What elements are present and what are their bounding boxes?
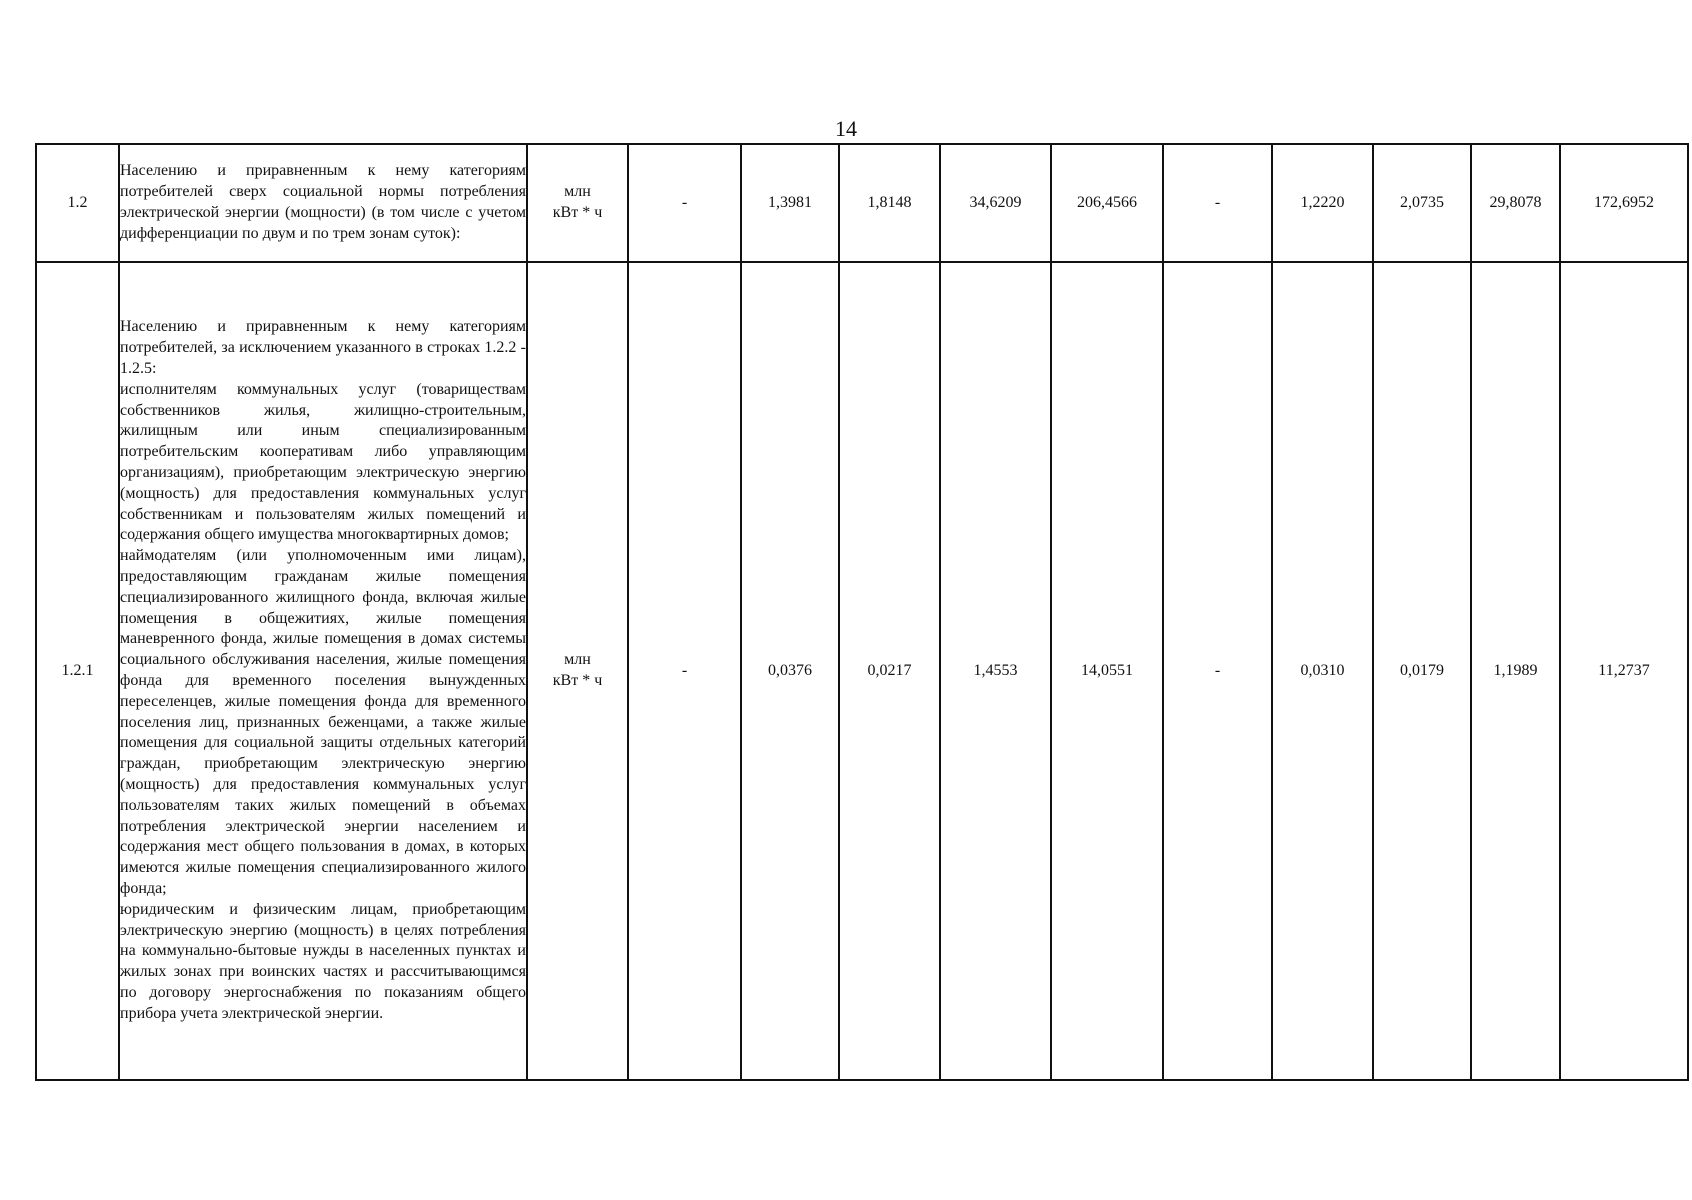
page-number: 14 — [835, 116, 857, 141]
value-cell: 172,6952 — [1560, 144, 1688, 262]
value-cell: 1,1989 — [1471, 262, 1560, 1080]
value-cell: 1,2220 — [1272, 144, 1373, 262]
value-cell: 0,0179 — [1373, 262, 1471, 1080]
value-cell: 1,4553 — [940, 262, 1051, 1080]
value-cell: 0,0376 — [741, 262, 839, 1080]
value-cell: - — [628, 262, 741, 1080]
description-paragraph: наймодателям (или уполномоченным ими лицам), предоставляющим гражданам жилые помещения специализированного жилищного фонда, включая жилые помещения в общежитиях, жилые помещения маневренного фонда, жилые помещения в домах системы социального обслуживания населения, жилые помещения фонда для временного поселения вынужденных переселенцев, жилые помещения фонда для временного поселения лиц, признанных беженцами, а также жилые помещения для социальной защиты отдельных категорий граждан, приобретающим электрическую энергию (мощность) для предоставления коммунальных услуг пользователям таких жилых помещений в объемах потребления электрической энергии населением и содержания мест общего пользования в домах, в которых имеются жилые помещения специализированного жилого фонда; — [120, 547, 526, 897]
description-paragraph: Населению и приравненным к нему категориям потребителей, за исключением указанного в строках 1.2.2 - 1.2.5: — [120, 318, 526, 378]
description-paragraph: Населению и приравненным к нему категориям потребителей сверх социальной нормы потребления электрической энергии (мощности) (в том числе с учетом дифференциации по двум и по трем зонам суток): — [120, 162, 526, 242]
table-row — [36, 144, 1688, 262]
value-cell: - — [628, 144, 741, 262]
value-cell: - — [1163, 144, 1272, 262]
row-description — [119, 262, 527, 1080]
unit-line: млн — [564, 183, 591, 201]
row-description — [119, 144, 527, 262]
value-cell: 11,2737 — [1560, 262, 1688, 1080]
tariff-table — [35, 143, 1689, 1081]
value-cell: - — [1163, 262, 1272, 1080]
value-cell: 1,3981 — [741, 144, 839, 262]
value-cell: 206,4566 — [1051, 144, 1163, 262]
row-number: 1.2.1 — [36, 262, 119, 1080]
value-cell: 1,8148 — [839, 144, 940, 262]
unit-line: кВт * ч — [552, 672, 603, 689]
value-cell: 0,0310 — [1272, 262, 1373, 1080]
table-row — [36, 262, 1688, 1080]
row-number: 1.2 — [36, 144, 119, 262]
unit-cell — [527, 144, 628, 262]
description-paragraph: юридическим и физическим лицам, приобретающим электрическую энергию (мощность) в целях потребления на коммунально-бытовые нужды в населенных пунктах и жилых зонах при воинских частях и рассчитывающимся по договору энергоснабжения по показаниям общего прибора учета электрической энергии. — [120, 900, 526, 1022]
value-cell: 2,0735 — [1373, 144, 1471, 262]
unit-cell — [527, 262, 628, 1080]
unit-line: млн — [564, 651, 591, 669]
value-cell: 14,0551 — [1051, 262, 1163, 1080]
value-cell: 29,8078 — [1471, 144, 1560, 262]
description-paragraph: исполнителям коммунальных услуг (товариществам собственников жилья, жилищно-строительным, жилищным или иным специализированным потребительским кооперативам либо управляющим организациям), приобретающим электрическую энергию (мощность) для предоставления коммунальных услуг собственникам и пользователям жилых помещений и содержания общего имущества многоквартирных домов; — [120, 380, 526, 544]
unit-line: кВт * ч — [552, 204, 603, 221]
value-cell: 0,0217 — [839, 262, 940, 1080]
value-cell: 34,6209 — [940, 144, 1051, 262]
